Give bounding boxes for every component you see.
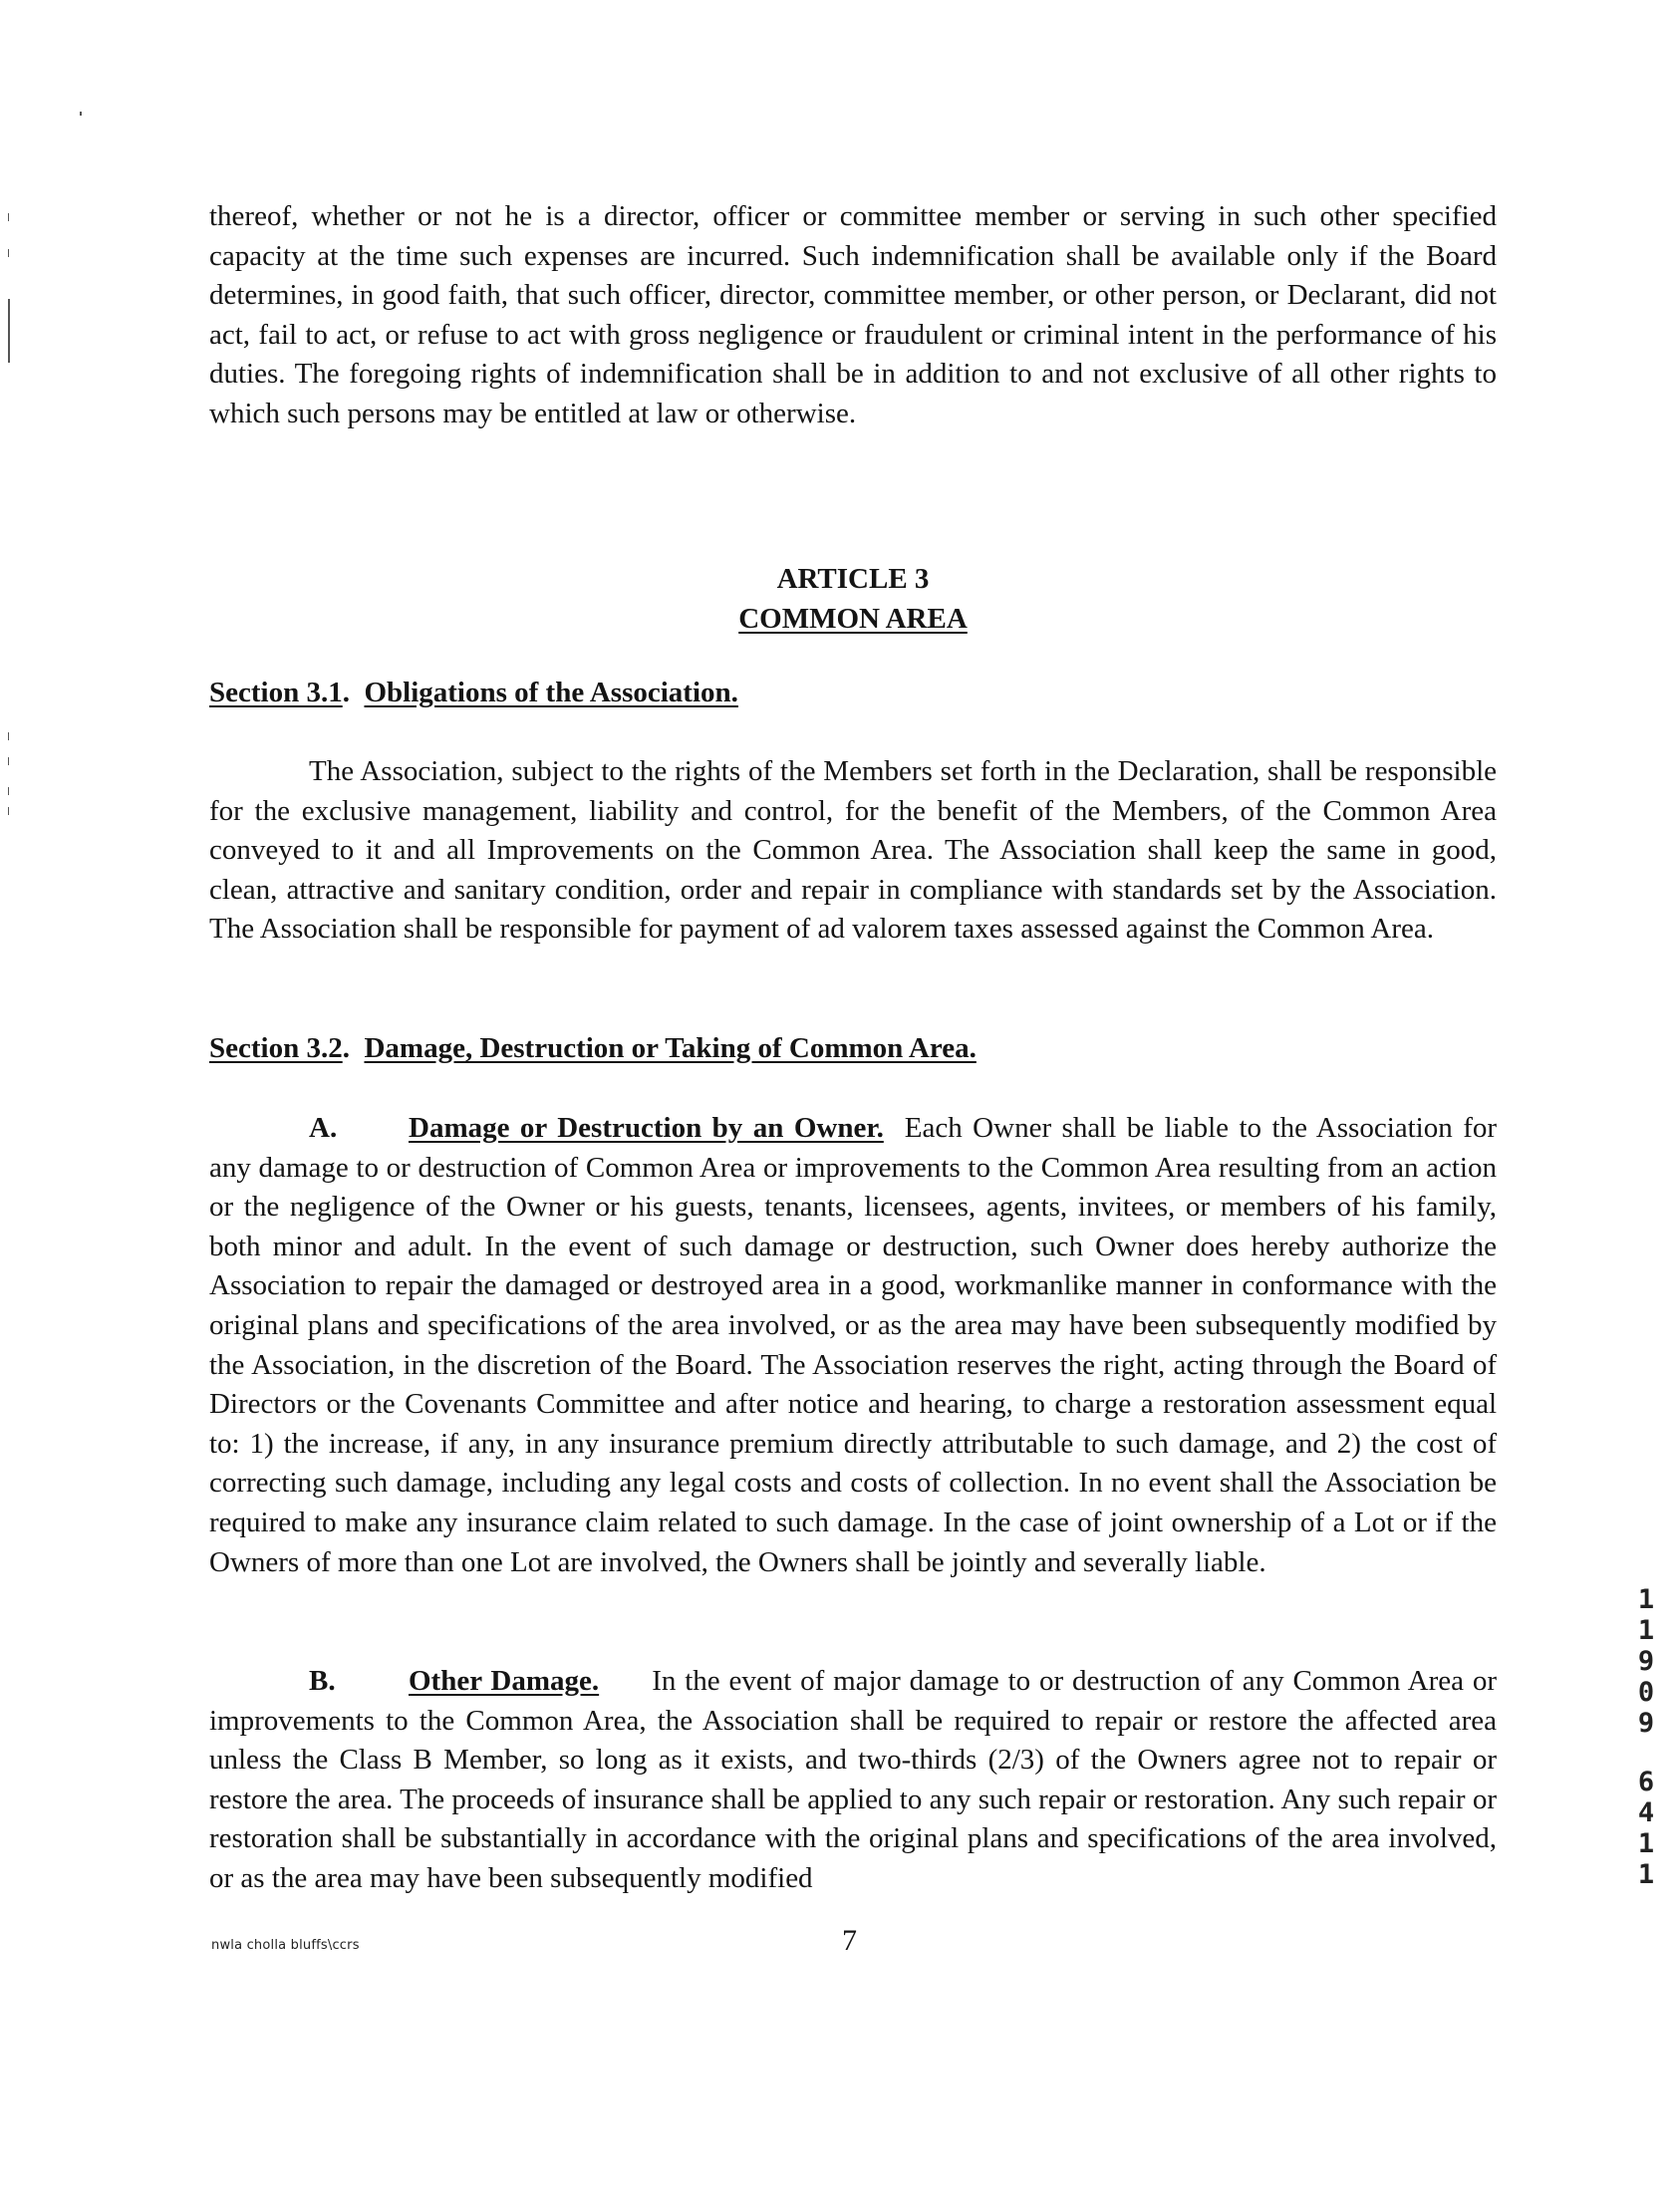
recording-digit: 9 [1637,1708,1655,1739]
recording-number [1631,1584,1661,1890]
recording-gap [1631,1739,1661,1767]
subsection-a-title: Damage or Destruction by an Owner. [409,1112,884,1144]
recording-digit: 4 [1637,1797,1655,1828]
footer-file-path: nwla cholla bluffs\ccrs [211,1938,360,1953]
article-title-line [209,599,1497,639]
carryover-paragraph: thereof, whether or not he is a director, officer or committee member or serving in such other specified capacity at the time such expenses are incurred. Such indemnification shall be available only if the Board determines, in good faith, that such officer, director, committee member, or other person, or Declarant, did not act, fail to act, or refuse to act with gross negligence or fraudulent or criminal intent in the performance of his duties. The foregoing rights of indemnification shall be in addition to and not exclusive of all other rights to which such persons may be entitled at law or otherwise. [209,200,1497,429]
recording-digit: 1 [1637,1584,1655,1615]
section-3-1-heading: Section 3.1. Obligations of the Association. [209,677,738,708]
scan-mark [8,299,10,363]
section-3-2-title: Damage, Destruction or Taking of Common Area. [364,1032,977,1064]
recording-digit: 9 [1637,1646,1655,1677]
scan-mark [80,112,82,116]
recording-digit: 1 [1637,1859,1655,1890]
scan-mark [8,732,9,740]
scan-mark [8,249,9,257]
scan-mark [8,213,9,221]
scan-mark [8,787,9,795]
section-3-1-text: The Association, subject to the rights of the Members set forth in the Declaration, shall be responsible for the exclusive management, liability and control, for the benefit of the Members, of the Common Area conveyed to it and all Improvements on the Common Area. The Association shall keep the same in good, clean, attractive and sanitary condition, order and repair in compliance with standards set by the Association. The Association shall be responsible for payment of ad valorem taxes assessed against the Common Area. [209,755,1497,946]
subsection-b-letter: B. [309,1665,336,1697]
recording-digit: 6 [1637,1767,1655,1797]
subsection-b-title: Other Damage. [409,1665,600,1697]
page-number: 7 [842,1924,857,1957]
subsection-b-text: In the event of major damage to or destruction of any Common Area or improvements to the Common Area, the Association shall be required to repair or restore the affected area unless the Class B Member, so long as it exists, and two-thirds (2/3) of the Owners agree not to repair or restore the area. The proceeds of insurance shall be applied to any such repair or restoration. Any such repair or restoration shall be substantially in accordance with the original plans and specifications of the area involved, or as the area may have been subsequently modified [209,1665,1497,1894]
section-3-1-number: Section 3.1 [209,677,343,708]
article-title: COMMON AREA [738,603,968,635]
recording-digit: 0 [1637,1677,1655,1708]
subsection-a-text: Each Owner shall be liable to the Association for any damage to or destruction of Common Area or improvements to the Common Area resulting from an action or the negligence of the Owner or his guests, tenants, licensees, agents, invitees, or members of his family, both minor and adult. In the event of such damage or destruction, such Owner does hereby authorize the Association to repair the damaged or destroyed area in a good, workmanlike manner in conformance with the original plans and specifications of the area involved, or as the area may have been subsequently modified by the Association, in the discretion of the Board. The Association reserves the right, acting through the Board of Directors or the Covenants Committee and after notice and hearing, to charge a restoration assessment equal to: 1) the increase, if any, in any insurance premium directly attributable to such damage, and 2) the cost of correcting such damage, including any legal costs and costs of collection. In no event shall the Association be required to make any insurance claim related to such damage. In the case of joint ownership of a Lot or if the Owners of more than one Lot are involved, the Owners shall be jointly and severally liable. [209,1112,1498,1578]
subsection-a [209,1109,1497,1582]
section-3-2-heading: Section 3.2. Damage, Destruction or Taking of Common Area. [209,1032,977,1064]
recording-digit: 1 [1637,1615,1655,1646]
scan-mark [8,807,9,815]
scan-mark [8,757,9,765]
subsection-b [209,1662,1497,1899]
article-number: ARTICLE 3 [776,563,930,595]
subsection-a-letter: A. [309,1112,338,1144]
recording-digit: 1 [1637,1828,1655,1859]
section-3-2-number: Section 3.2 [209,1032,343,1064]
section-3-1-title: Obligations of the Association. [364,677,738,708]
